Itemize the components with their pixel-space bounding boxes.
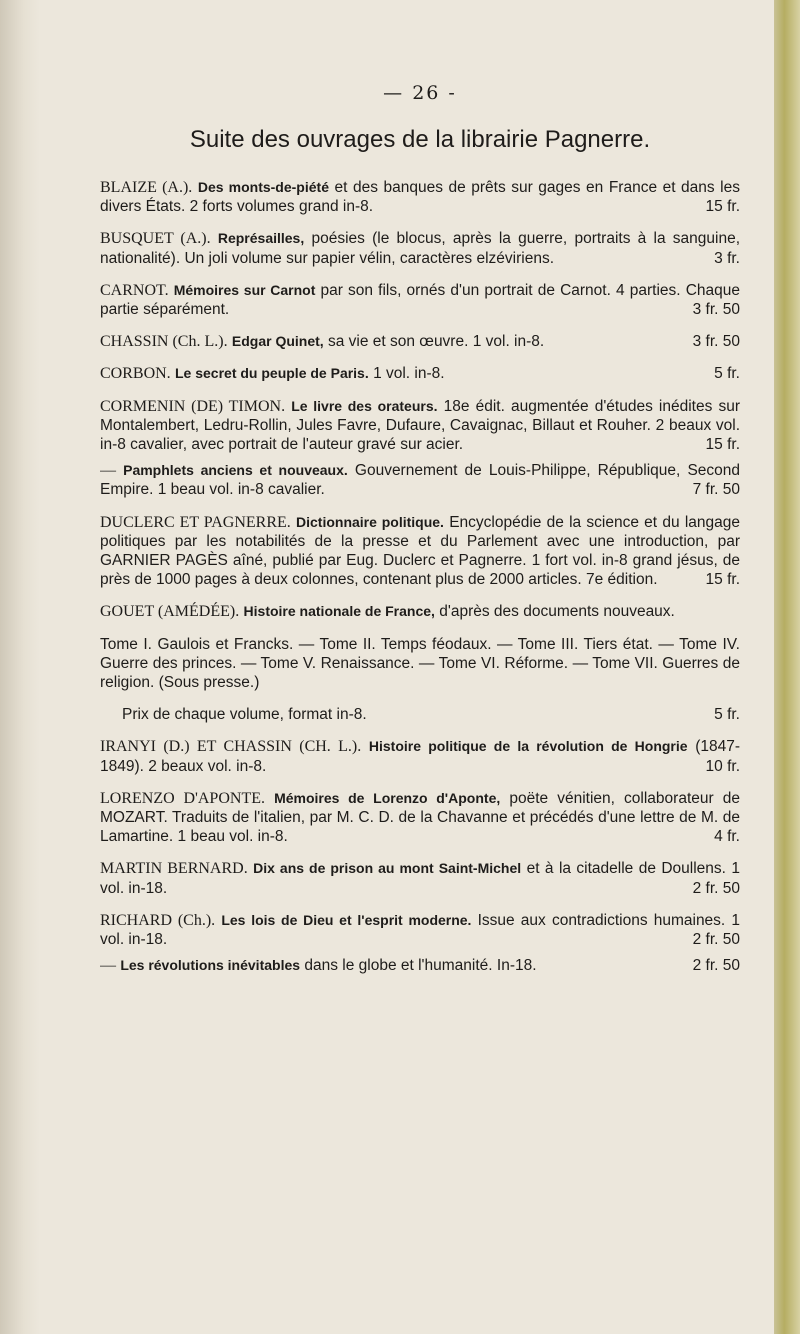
entry-description: et des banques de prêts sur gages en France et dans les divers États. 2 forts volumes grand in-8. — [100, 179, 740, 216]
entry-author: MARTIN BERNARD. — [100, 860, 248, 878]
catalog-entry — [100, 397, 740, 455]
entry-description: Issue aux contradictions humaines. 1 vol. in-18. — [100, 911, 740, 949]
catalog-entry — [100, 229, 740, 267]
entry-description: 18e édit. augmentée d'études inédites sur Montalembert, Ledru-Rollin, Jules Favre, Dufaure, Cavaignac, Billaut et Rouher. 2 beaux vol. in-8 cavalier, avec portrait de l'auteur gravé sur acier. — [100, 397, 740, 454]
entry-title: Représailles, — [217, 230, 305, 247]
entry-author: CORMENIN (DE) TIMON. — [100, 397, 286, 415]
catalog-entry — [100, 737, 740, 775]
volume-price: 5 fr. — [714, 706, 740, 724]
entry-description: par son fils, ornés d'un portrait de Carnot. 4 parties. Chaque partie séparément. — [100, 281, 740, 319]
entry-description: poésies (le blocus, après la guerre, portraits à la sanguine, nationalité). Un joli volume sur papier vélin, caractères elzéviriens. — [100, 230, 740, 267]
volume-price-label: Prix de chaque volume, format in-8. — [122, 706, 367, 724]
catalog-entry — [100, 364, 740, 383]
entry-price: 15 fr. — [705, 571, 740, 589]
entry-price: 15 fr. — [705, 436, 740, 454]
entry-title: Le secret du peuple de Paris. — [175, 365, 369, 382]
catalog-entry — [100, 332, 740, 351]
entry-author: — — [100, 957, 116, 975]
catalog-entry — [100, 281, 740, 319]
entry-title: Le livre des orateurs. — [291, 397, 438, 414]
entry-author: LORENZO D'APONTE. — [100, 789, 265, 807]
catalog-entry — [100, 789, 740, 847]
entry-title: Dix ans de prison au mont Saint-Michel — [253, 860, 522, 877]
catalog-entry — [100, 461, 740, 499]
entry-author: BUSQUET (A.). — [100, 230, 211, 248]
entry-author: BLAIZE (A.). — [100, 179, 193, 196]
volume-price-line — [100, 705, 740, 724]
volume-list: Tome I. Gaulois et Francks. — Tome II. Temps féodaux. — Tome III. Tiers état. — Tome IV. Guerre des princes. — Tome V. Renaissance. — Tome VI. Réforme. — Tome VII. Guerres de religion. (Sous presse.) — [100, 635, 740, 692]
entry-price: 2 fr. 50 — [692, 879, 740, 897]
entry-description: poëte vénitien, collaborateur de MOZART. Traduits de l'italien, par M. C. D. de la Chavanne et précédés d'une lettre de M. de Lamartine. 1 beau vol. in-8. — [100, 789, 740, 846]
entry-author: CARNOT. — [100, 281, 169, 299]
entry-description: dans le globe et l'humanité. In-18. — [304, 957, 537, 975]
catalog-entry — [100, 956, 740, 975]
entry-price: 3 fr. — [714, 249, 740, 267]
entry-description: et à la citadelle de Doullens. 1 vol. in-18. — [100, 860, 740, 897]
page-binding-edge — [0, 0, 40, 1334]
catalog-entry — [100, 513, 740, 590]
entry-price: 5 fr. — [714, 365, 740, 383]
entry-price: 7 fr. 50 — [692, 481, 740, 499]
entry-author: IRANYI (D.) ET CHASSIN (CH. L.). — [100, 738, 362, 756]
entry-author: CHASSIN (Ch. L.). — [100, 333, 228, 351]
entry-author: — — [100, 462, 116, 480]
entry-title: Les lois de Dieu et l'esprit moderne. — [221, 911, 472, 928]
catalog-entry — [100, 178, 740, 216]
page-title: Suite des ouvrages de la librairie Pagnerre. — [189, 126, 651, 153]
catalog-entries — [100, 178, 740, 976]
entry-description: 1 vol. in-8. — [373, 365, 445, 383]
entry-author: DUCLERC ET PAGNERRE. — [100, 513, 291, 531]
entry-title: Pamphlets anciens et nouveaux. — [123, 462, 348, 479]
entry-title: Histoire nationale de France, — [243, 603, 435, 620]
entry-title: Des monts-de-piété — [197, 179, 329, 195]
catalog-entry — [100, 859, 740, 897]
entry-title: Les révolutions inévitables — [120, 957, 301, 974]
entry-description: (1847-1849). 2 beaux vol. in-8. — [100, 738, 740, 775]
entry-title: Histoire politique de la révolution de Hongrie — [368, 738, 688, 755]
entry-price: 3 fr. 50 — [692, 333, 740, 351]
entry-title: Mémoires de Lorenzo d'Aponte, — [274, 789, 501, 806]
entry-price: 15 fr. — [705, 198, 740, 216]
entry-description: sa vie et son œuvre. 1 vol. in-8. — [327, 333, 545, 351]
entry-author: CORBON. — [100, 365, 171, 383]
catalog-entry — [100, 602, 740, 621]
entry-title: Mémoires sur Carnot — [173, 281, 316, 298]
page-content — [100, 0, 740, 989]
entry-price: 4 fr. — [714, 828, 740, 846]
entry-description: Gouvernement de Louis-Philippe, République, Second Empire. 1 beau vol. in-8 cavalier. — [100, 462, 740, 499]
entry-author: GOUET (AMÉDÉE). — [100, 603, 240, 621]
entry-description: d'après des documents nouveaux. — [439, 603, 675, 621]
entry-author: RICHARD (Ch.). — [100, 911, 216, 929]
entry-price: 2 fr. 50 — [692, 931, 740, 949]
entry-description: Encyclopédie de la science et du langage politiques par les notabilités de la presse et du Parlement avec une introduction, par GARNIER PAGÈS aîné, publié par Eug. Duclerc et Pagnerre. 1 fort vol. in-8 grand jésus, de près de 1000 pages à deux colonnes, contenant plus de 2000 articles. 7e édition. — [100, 513, 740, 589]
page-number: — 26 - — [383, 82, 457, 104]
entry-price: 2 fr. 50 — [692, 957, 740, 975]
entry-price: 3 fr. 50 — [692, 301, 740, 319]
entry-price: 10 fr. — [705, 757, 740, 775]
catalog-entry — [100, 911, 740, 949]
entry-title: Edgar Quinet, — [231, 333, 324, 350]
page-outer-edge — [774, 0, 800, 1334]
entry-title: Dictionnaire politique. — [296, 513, 444, 530]
